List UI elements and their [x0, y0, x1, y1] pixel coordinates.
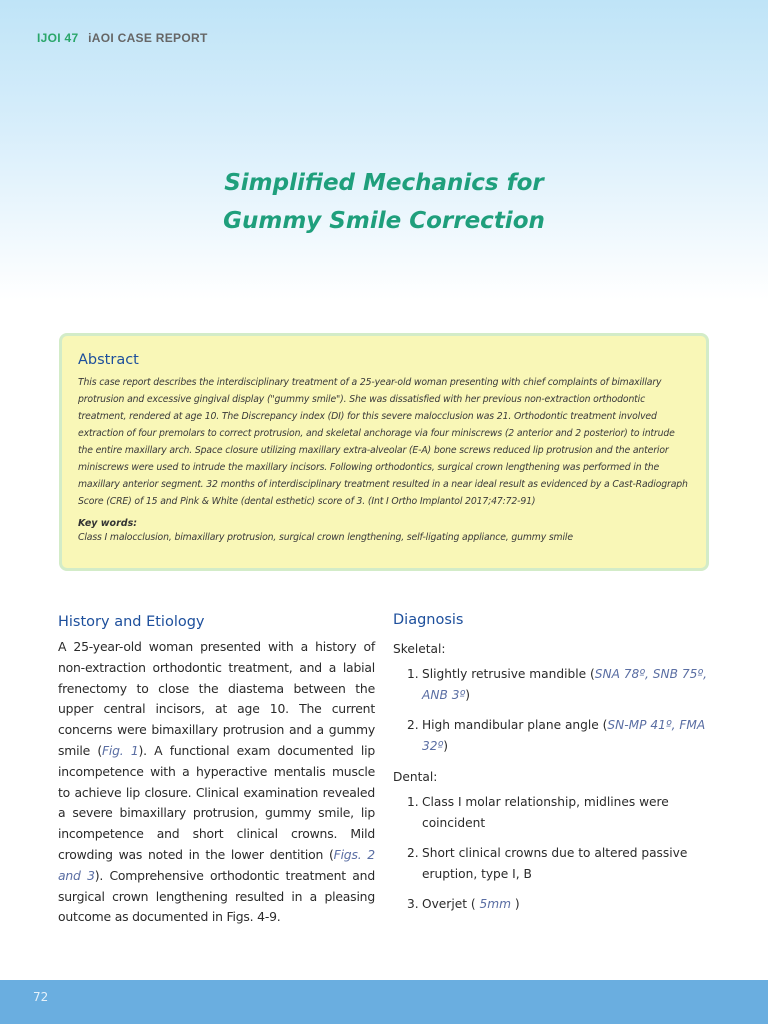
journal-label: IJOI 47	[37, 31, 79, 45]
article-title	[0, 164, 768, 240]
running-header	[37, 31, 208, 45]
page-number: 72	[33, 990, 49, 1004]
list-number: 1.	[407, 795, 419, 809]
list-end: )	[443, 738, 449, 753]
list-text: Class I molar relationship, midlines were coincident	[422, 795, 669, 830]
skeletal-list	[393, 664, 711, 756]
list-measure: SNA 78º, SNB 75º, ANB 3º	[422, 667, 708, 702]
list-text: Overjet (	[422, 897, 480, 911]
history-paragraph	[58, 637, 375, 928]
diagnosis-column	[393, 612, 711, 925]
list-item	[407, 792, 711, 833]
list-end: )	[510, 897, 520, 911]
abstract-text: This case report describes the interdisciplinary treatment of a 25-year-old woman presenting with chief complaints of bimaxillary protrusion and excessive gingival display ("gummy smile"). She was dissatisfied with her previous non-extraction orthodontic treatment, rendered at age 10. The Discrepancy index (DI) for this severe malocclusion was 21. Orthodontic treatment involved extraction of four premolars to correct protrusion, and skeletal anchorage via four miniscrews (2 anterior and 2 posterior) to intrude the entire maxillary arch. Space closure utilizing maxillary extra-alveolar (E-A) bone screws reduced lip protrusion and the anterior miniscrews were used to intrude the maxillary incisors. Following orthodontics, surgical crown lengthening was performed in the maxillary anterior segment. 32 months of interdisciplinary treatment resulted in a near ideal result as evidenced by a Cast-Radiograph Score (CRE) of 15 and Pink & White (dental esthetic) score of 3. (Int I Ortho Implantol 2017;47:72-91)	[78, 377, 688, 507]
diagnosis-heading: Diagnosis	[393, 612, 464, 628]
history-text-2: ). A functional exam documented lip incompetence with a hyperactive mentalis muscle to achieve lip closure. Clinical examination revealed a severe bimaxillary protrusion, gummy smile, lip incompetence and short clinical crowns. Mild crowding was noted in the lower dentition (	[58, 742, 375, 862]
list-measure: SN-MP 41º, FMA 32º	[422, 718, 706, 753]
list-item	[407, 715, 711, 756]
dental-label: Dental:	[393, 770, 438, 784]
abstract-box	[59, 333, 709, 571]
history-column	[58, 614, 375, 928]
figure-ref-2[interactable]: Figs. 2 and 3	[58, 846, 375, 883]
list-item	[407, 843, 711, 884]
keywords-label: Key words:	[78, 518, 138, 529]
figure-ref-1[interactable]: Fig. 1	[101, 742, 139, 758]
list-end: )	[465, 687, 470, 702]
list-item	[407, 894, 711, 915]
list-text: Short clinical crowns due to altered passive eruption, type I, B	[422, 846, 688, 881]
list-number: 2.	[407, 846, 419, 860]
title-line-1: Simplified Mechanics for	[224, 170, 544, 196]
title-line-2: Gummy Smile Correction	[223, 208, 545, 234]
page-footer	[0, 980, 768, 1024]
skeletal-label: Skeletal:	[393, 642, 446, 656]
list-number: 3.	[407, 897, 419, 911]
list-text: High mandibular plane angle (	[422, 718, 608, 732]
section-label: iAOI CASE REPORT	[88, 31, 208, 45]
dental-list	[393, 792, 711, 915]
abstract-heading: Abstract	[78, 352, 139, 368]
list-measure: 5mm	[479, 897, 511, 911]
history-text-3: ). Comprehensive orthodontic treatment and surgical crown lengthening resulted in a pleasing outcome as documented in Figs. 4-9.	[58, 867, 375, 925]
history-heading: History and Etiology	[58, 614, 205, 630]
list-number: 1.	[407, 667, 419, 681]
history-text-1: A 25-year-old woman presented with a history of non-extraction orthodontic treatment, and a labial frenectomy to close the diastema between the upper central incisors, at age 10. The current concerns were bimaxillary protrusion and a gummy smile (	[58, 639, 375, 758]
list-text: Slightly retrusive mandible (	[422, 667, 595, 681]
list-number: 2.	[407, 718, 419, 732]
keywords-text: Class I malocclusion, bimaxillary protrusion, surgical crown lengthening, self-ligating appliance, gummy smile	[78, 532, 573, 543]
list-item	[407, 664, 711, 705]
